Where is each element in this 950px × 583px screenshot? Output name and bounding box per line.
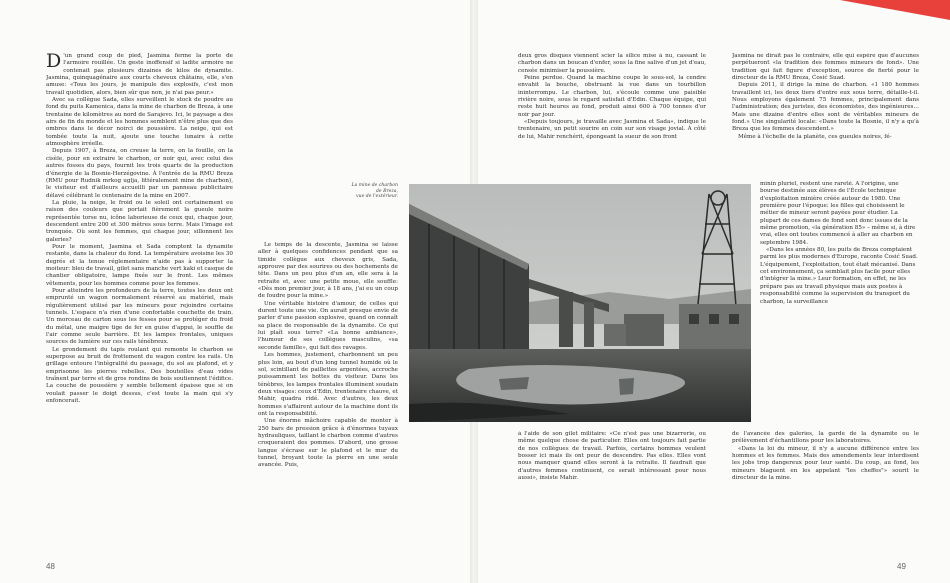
article-column-4-top	[732, 53, 919, 179]
drop-cap: D	[46, 53, 62, 72]
article-column-4-bottom	[732, 431, 919, 536]
paragraph: Jasmina ne dirait pas le contraire, elle qui espère que d'aucunes perpétueront «la tradition des femmes mineurs de fond». Une tradition qui fait figure d'exception, source de fierté pour le directeur de la RMU Breza, Ćosić Suad.	[732, 53, 919, 82]
paragraph: «Dans les années 80, les puits de Breza comptaient parmi les plus modernes d'Europe, raconte Ćosić Suad. L'équipement, l'exploitation, tout était mécanisé. Dans cet environnement, ça semblait plus facile pour elles d'intégrer la mine.» Leur formation, en effet, ne les prépare pas au travail physique mais aux postes à responsabilité comme la supervision du transport du charbon, la surveillance	[760, 247, 918, 305]
page-number-left: 48	[46, 562, 55, 571]
photo-caption	[338, 183, 398, 200]
paragraph: «Dans la loi du mineur, il n'y a aucune différence entre les hommes et les femmes. Mais des amendements leur interdisent les jobs trop dangereux pour leur santé. Du coup, au fond, les mineurs blaguent en les appelant "les cheffes"» sourit le directeur de la mine.	[732, 445, 919, 482]
paragraph: Pour atteindre les profondeurs de la terre, toutes les deux ont emprunté un wagon normalement réservé au matériel, mais régulièrement utilisé par les mineurs pour rejoindre certains tunnels. L'espace n'a rien d'une confortable couchette de train. Un morceau de carton sous les fesses pour se protéger du froid du métal, une maigre tige de fer en guise d'appui, le souffle de l'air comme seule barrière. Et les lampes frontales, uniques sources de lumière sur ces rails ténébreux.	[46, 288, 233, 346]
accent-corner-tab	[840, 0, 950, 20]
article-column-3-top	[518, 53, 706, 179]
article-column-1	[46, 53, 233, 536]
paragraph: Une énorme mâchoire capable de monter à 250 bars de pression grâce à d'énormes tuyaux hydrauliques, taillant le charbon comme d'autres croqueraient des pommes. D'abord, une grosse langue s'écrase sur le plafond et le mur du tunnel, broyant toute la pierre en une seule avancée. Puis,	[258, 418, 398, 469]
paragraph: Les hommes, justement, charbonnent un peu plus loin, au bout d'un long tunnel humide où le sol, scintillant de paillettes argentées, accroche puissamment les bottes du visiteur. Dans les ténèbres, les lampes frontales illuminent soudain deux visages: ceux d'Edin, trentenaire chauve, et Mahir, quadra ridé. Avec d'autres, les deux hommes s'affairent autour de la machine dont ils ont la responsabilité.	[258, 352, 398, 417]
caption-line: La mine de charbon	[351, 183, 398, 188]
paragraph: Peine perdue. Quand la machine coupe le sous-sol, la cendre envahit la bouche, obstruant la vue dans un tourbillon ininterrompu. Le charbon, lui, s'écoule comme une paisible rivière noire, sous le regard satisfait d'Edin. Chaque équipe, qui reste huit heures au fond, produit ainsi 600 à 700 tonnes d'or noir par jour.	[518, 75, 706, 118]
paragraph: Une véritable histoire d'amour, de celles qui durent toute une vie. On aurait presque envie de parler d'une passion explosive, quand on connaît sa place de responsable de la dynamite. Ce qui lui plaît sous terre? «La bonne ambiance», l'humour de ses collègues masculins, «sa seconde famille», qui fait des ravages.	[258, 300, 398, 351]
paragraph: Depuis 2011, il dirige la mine de charbon. «1 180 hommes travaillent ici, les deux tiers d'entre eux sous terre, détaille-t-il. Nous employons également 75 femmes, principalement dans l'administration; des juristes, des économistes, des ingénieures… Mais une dizaine d'entre elles sont de véritables mineurs de fond.» Une singularité locale: «Dans toute la Bosnie, il n'y a qu'à Breza que les femmes descendent.»	[732, 82, 919, 133]
paragraph: Avec sa collègue Sada, elles surveillent le stock de poudre au fond du puits Kamenica, dans la mine de charbon de Breza, à une trentaine de kilomètres au nord de Sarajevo. Ici, le paysage a des airs de fin du monde et les hommes semblent n'être plus que des ombres dans le décor noirci de poussière. La neige, qui est tombée toute la nuit, ajoute une touche lunaire à cette atmosphère irréelle.	[46, 97, 233, 148]
paragraph: minin pluriel, restent une rareté. À l'origine, une bourse destinée aux élèves de l'École technique d'exploitation minière créée autour de 1980. Une première pour l'époque: les filles qui choisissent le métier de mineur seront payées pour étudier. La plupart de ces dames de fond sont donc issues de la même promotion, «la génération 85» – même si, à dire vrai, elles ont toutes commencé à aller au charbon en septembre 1984.	[760, 181, 916, 246]
paragraph: Le grondement du tapis roulant qui remonte le charbon se superpose au bruit de frottement du wagon contre les rails. Un grillage entoure l'intégralité du passage, du sol au plafond, et y emprisonne les pierres rebelles. Des bouteilles d'eau vides traînent par terre et de gros rondins de bois soutiennent l'édifice. La couche de poussière y semble tellement épaisse que si on voulait passer le doigt dessus, c'est toute la main qui s'y enfoncerait.	[46, 346, 233, 405]
paragraph: de l'avancée des galeries, la garde de la dynamite ou le prélèvement d'échantillons pour les laboratoires.	[732, 431, 919, 445]
paragraph-text: 'un grand coup de pied, Jasmina ferme la porte de l'armoire rouillée. Un geste inoffensif si ladite armoire ne contenait pas plusieurs dizaines de kilos de dynamite. Jasmina, quinquagénaire aux courts cheveux châtains, elle, s'en amuse: «Tous les jours, je manipule des explosifs, c'est mon travail quotidien, alors, bien sûr que non, je n'ai pas peur.»	[46, 53, 233, 96]
coal-mine-photo	[409, 184, 751, 422]
paragraph: La pluie, la neige, le froid ou le soleil ont certainement eu raison des couleurs que portait fièrement la gueule noire représentée torse nu, icône laborieuse de ceux qui, chaque jour, descendent entre 200 et 300 mètres sous terre. Mais l'image est tronquée. Où sont les femmes, qui chaque jour, sillonnent les galeries?	[46, 199, 233, 243]
paragraph: «Depuis toujours, je travaille avec Jasmina et Sada», indique le trentenaire, un petit sourire en coin sur son visage jovial. À côté de lui, Mahir renchérit, épongeant la sueur de son front	[518, 119, 706, 140]
article-column-2	[258, 242, 398, 536]
caption-line: vue de l'extérieur.	[356, 194, 398, 200]
caption-line: de Breza,	[375, 188, 398, 194]
paragraph: Même à l'échelle de la planète, ces gueules noires, fé-	[738, 133, 892, 140]
article-column-3-bottom	[518, 431, 706, 536]
coal-mine-headframe-photo-icon	[409, 184, 751, 422]
paragraph: deux gros disques viennent scier la silice mise à nu, cassant le charbon dans un boucan d'enfer, sous la fine salive d'un jet d'eau, censée minimiser la poussière.	[518, 53, 706, 74]
paragraph: Pour le moment, Jasmina et Sada comptent la dynamite restante, dans la chaleur du fond. La température avoisine les 30 degrés et la tenue réglementaire n'aide pas à supporter la moiteur: bleu de travail, gilet sans manche vert kaki et casque de chantier obligatoire, lampe fixée sur le front. Les mêmes vêtements, pour les hommes comme pour les femmes.	[46, 243, 233, 287]
paragraph: Depuis 1907, à Breza, on creuse la terre, on la fouille, on la cisèle, pour en extraire le charbon, or noir qui, avec celui des autres fosses du pays, fournit les trois quarts de la production d'énergie de la Bosnie-Herzégovine. À l'entrée de la RMU Breza (RMU pour Rudnik mrkog uglja, littéralement mine de charbon), le visiteur est d'ailleurs accueilli par un panneau publicitaire délavé célébrant le centenaire de la mine en 2007.	[46, 148, 233, 199]
page-number-right: 49	[897, 562, 906, 571]
opening-paragraph	[46, 53, 233, 97]
paragraph: à l'aide de son gilet militaire: «Ce n'est pas une bizarrerie, ou même quelque chose de particulier. Elles ont toujours fait partie de nos collègues de travail. Parfois, certains hommes veulent bosser ici mais ils ont peur de descendre. Pas elles. Elles vont nous manquer quand elles seront à la retraite. Il faudrait que d'autres femmes continuent, ce serait intéressant pour nous aussi», insiste Mahir.	[518, 431, 706, 482]
paragraph: Le temps de la descente, Jasmina se laisse aller à quelques confidences pendant que sa timide collègue aux cheveux gris, Sada, approuve par des sourires ou des hochements de tête. Dans un peu plus d'un an, elle sera à la retraite et, avec une petite moue, elle souffle: «Dès mon premier jour, à 18 ans, j'ai eu un coup de foudre pour la mine.»	[258, 242, 398, 300]
article-column-4-narrow	[760, 181, 919, 426]
